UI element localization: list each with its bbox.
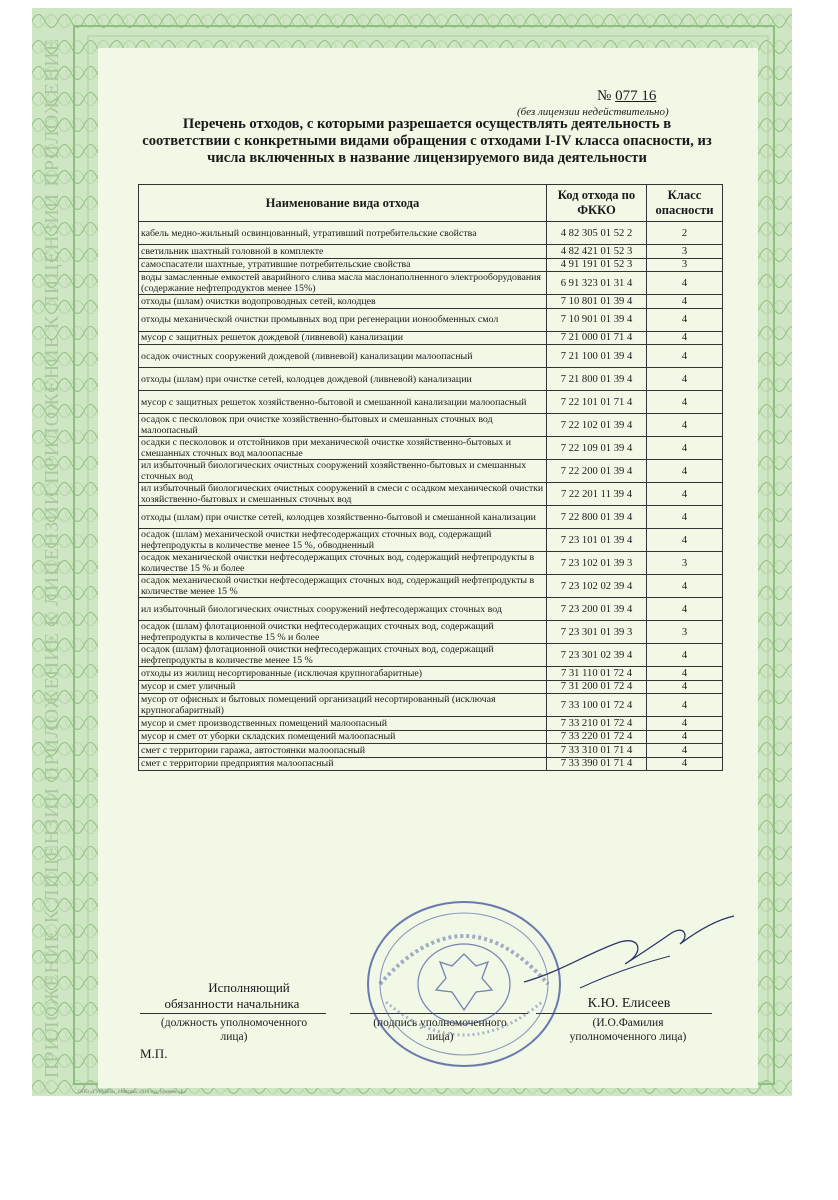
waste-name-cell: смет с территории предприятия малоопасный: [139, 757, 547, 771]
table-row: [139, 694, 723, 717]
table-row: [139, 295, 723, 309]
number-value: 077 16: [615, 88, 657, 104]
position-caption: (должность уполномоченного лица): [160, 1017, 308, 1043]
fkko-code-cell: 7 23 101 01 39 4: [547, 529, 647, 552]
waste-name-cell: осадок механической очистки нефтесодержащих сточных вод, содержащий нефтепродукты в количестве менее 15 %: [139, 575, 547, 598]
table-row: [139, 506, 723, 529]
waste-name-cell: осадок очистных сооружений дождевой (ливневой) канализации малоопасный: [139, 345, 547, 368]
hazard-class-cell: 4: [647, 717, 723, 731]
hazard-class-cell: 4: [647, 295, 723, 309]
table-row: [139, 414, 723, 437]
fkko-code-cell: 7 22 101 01 71 4: [547, 391, 647, 414]
number-sign: №: [597, 88, 612, 104]
table-row: [139, 621, 723, 644]
fkko-code-cell: 7 22 200 01 39 4: [547, 460, 647, 483]
fkko-code-cell: 7 33 390 01 71 4: [547, 757, 647, 771]
waste-name-cell: отходы (шлам) при очистке сетей, колодцев хозяйственно-бытовой и смешанной канализации: [139, 506, 547, 529]
waste-name-cell: осадок (шлам) механической очистки нефтесодержащих сточных вод, содержащий нефтепродукты в количестве менее 15 %, обводненный: [139, 529, 547, 552]
fkko-code-cell: 7 22 102 01 39 4: [547, 414, 647, 437]
waste-name-cell: осадок механической очистки нефтесодержащих сточных вод, содержащий нефтепродукты в количестве 15 % и более: [139, 552, 547, 575]
hazard-class-cell: 4: [647, 667, 723, 681]
printer-imprint: ООО «ГУРМЕН», г.Москва, 2016 год, уровень «Б»: [78, 1090, 186, 1095]
fkko-code-cell: 7 21 800 01 39 4: [547, 368, 647, 391]
waste-name-cell: мусор от офисных и бытовых помещений организаций несортированный (исключая крупногабаритный): [139, 694, 547, 717]
table-row: [139, 730, 723, 744]
hazard-class-cell: 4: [647, 757, 723, 771]
waste-name-cell: воды замасленные емкостей аварийного слива масла маслонаполненного электрооборудования (содержание нефтепродуктов менее 15%): [139, 272, 547, 295]
table-row: [139, 757, 723, 771]
hazard-class-cell: 4: [647, 506, 723, 529]
waste-table: [138, 184, 723, 771]
hazard-class-cell: 4: [647, 331, 723, 345]
waste-name-cell: мусор и смет от уборки складских помещений малоопасный: [139, 730, 547, 744]
fkko-code-cell: 7 10 901 01 39 4: [547, 308, 647, 331]
hazard-class-cell: 4: [647, 598, 723, 621]
hazard-class-cell: 4: [647, 483, 723, 506]
fkko-code-cell: 7 33 210 01 72 4: [547, 717, 647, 731]
waste-name-cell: мусор и смет производственных помещений малоопасный: [139, 717, 547, 731]
hazard-class-cell: 4: [647, 460, 723, 483]
fkko-code-cell: 7 23 102 02 39 4: [547, 575, 647, 598]
waste-name-cell: отходы (шлам) очистки водопроводных сетей, колодцев: [139, 295, 547, 309]
official-name: К.Ю. Елисеев: [587, 996, 671, 1011]
table-row: [139, 644, 723, 667]
hazard-class-cell: 4: [647, 680, 723, 694]
fkko-code-cell: 7 23 200 01 39 4: [547, 598, 647, 621]
fkko-code-cell: 7 23 301 01 39 3: [547, 621, 647, 644]
fkko-code-cell: 7 21 000 01 71 4: [547, 331, 647, 345]
waste-name-cell: мусор и смет уличный: [139, 680, 547, 694]
waste-name-cell: смет с территории гаража, автостоянки малоопасный: [139, 744, 547, 758]
table-row: [139, 717, 723, 731]
document-number: [597, 88, 656, 105]
table-row: [139, 483, 723, 506]
table-row: [139, 391, 723, 414]
page-title: Перечень отходов, с которыми разрешается осуществлять деятельность в соответствии с конкретными видами обращения с отходами I-IV класса опасности, из числа включенных в название лицензируемого вида деятельности: [142, 116, 712, 166]
hazard-class-cell: 4: [647, 694, 723, 717]
table-row: [139, 331, 723, 345]
hazard-class-cell: 4: [647, 437, 723, 460]
waste-name-cell: отходы механической очистки промывных вод при регенерации ионообменных смол: [139, 308, 547, 331]
table-header-row: [139, 185, 723, 222]
hazard-class-cell: 4: [647, 575, 723, 598]
table-row: [139, 245, 723, 259]
table-row: [139, 667, 723, 681]
waste-name-cell: мусор с защитных решеток дождевой (ливневой) канализации: [139, 331, 547, 345]
waste-name-cell: самоспасатели шахтные, утратившие потребительские свойства: [139, 258, 547, 272]
signature-caption: (подпись уполномоченного лица): [373, 1017, 507, 1043]
header-name: Наименование вида отхода: [139, 185, 547, 222]
table-row: [139, 222, 723, 245]
waste-name-cell: осадок (шлам) флотационной очистки нефтесодержащих сточных вод, содержащий нефтепродукты в количестве 15 % и более: [139, 621, 547, 644]
table-row: [139, 460, 723, 483]
hazard-class-cell: 4: [647, 272, 723, 295]
fkko-code-cell: 7 31 200 01 72 4: [547, 680, 647, 694]
hazard-class-cell: 4: [647, 345, 723, 368]
side-watermark-text: ПРИЛОЖЕНИЕ К ЛИЦЕНЗИИ ПРИЛОЖЕНИЕ К ЛИЦЕНЗИИ ПРИЛОЖЕНИЕ К ЛИЦЕНЗИИ ПРИЛОЖЕНИЕ: [41, 37, 63, 1079]
waste-name-cell: осадок (шлам) флотационной очистки нефтесодержащих сточных вод, содержащий нефтепродукты в количестве менее 15 %: [139, 644, 547, 667]
table-row: [139, 744, 723, 758]
position-line1: Исполняющий: [208, 980, 290, 995]
fkko-code-cell: 7 23 301 02 39 4: [547, 644, 647, 667]
hazard-class-cell: 2: [647, 222, 723, 245]
position-underline: [140, 1013, 326, 1014]
table-row: [139, 552, 723, 575]
fkko-code-cell: 4 82 421 01 52 3: [547, 245, 647, 259]
hazard-class-cell: 4: [647, 744, 723, 758]
hazard-class-cell: 4: [647, 391, 723, 414]
hazard-class-cell: 4: [647, 414, 723, 437]
waste-name-cell: отходы из жилищ несортированные (исключая крупногабаритные): [139, 667, 547, 681]
handwritten-signature: [520, 912, 740, 996]
hazard-class-cell: 4: [647, 644, 723, 667]
table-row: [139, 437, 723, 460]
waste-name-cell: осадок с песколовок при очистке хозяйственно-бытовых и смешанных сточных вод малоопасный: [139, 414, 547, 437]
fkko-code-cell: 7 33 100 01 72 4: [547, 694, 647, 717]
header-class: Класс опасности: [647, 185, 723, 222]
fkko-code-cell: 7 23 102 01 39 3: [547, 552, 647, 575]
table-row: [139, 598, 723, 621]
position-line2: обязанности начальника: [164, 996, 300, 1011]
table-row: [139, 368, 723, 391]
waste-name-cell: кабель медно-жильный освинцованный, утративший потребительские свойства: [139, 222, 547, 245]
hazard-class-cell: 3: [647, 552, 723, 575]
hazard-class-cell: 4: [647, 308, 723, 331]
validity-note: (без лицензии недействительно): [517, 106, 669, 118]
table-row: [139, 529, 723, 552]
fkko-code-cell: 7 22 109 01 39 4: [547, 437, 647, 460]
fkko-code-cell: 7 21 100 01 39 4: [547, 345, 647, 368]
fkko-code-cell: 7 22 201 11 39 4: [547, 483, 647, 506]
waste-name-cell: отходы (шлам) при очистке сетей, колодцев дождевой (ливневой) канализации: [139, 368, 547, 391]
hazard-class-cell: 4: [647, 529, 723, 552]
table-row: [139, 308, 723, 331]
waste-name-cell: мусор с защитных решеток хозяйственно-бытовой и смешанной канализации малоопасный: [139, 391, 547, 414]
waste-name-cell: светильник шахтный головной в комплекте: [139, 245, 547, 259]
fkko-code-cell: 7 33 310 01 71 4: [547, 744, 647, 758]
fkko-code-cell: 4 91 191 01 52 3: [547, 258, 647, 272]
hazard-class-cell: 3: [647, 258, 723, 272]
hazard-class-cell: 4: [647, 730, 723, 744]
table-row: [139, 680, 723, 694]
hazard-class-cell: 3: [647, 245, 723, 259]
waste-name-cell: ил избыточный биологических очистных сооружений хозяйственно-бытовых и смешанных сточных вод: [139, 460, 547, 483]
hazard-class-cell: 3: [647, 621, 723, 644]
seal-place-label: М.П.: [140, 1046, 168, 1061]
waste-name-cell: ил избыточный биологических очистных сооружений в смеси с осадком механической очистки хозяйственно-бытовых и смешанных сточных вод: [139, 483, 547, 506]
hazard-class-cell: 4: [647, 368, 723, 391]
table-row: [139, 272, 723, 295]
table-row: [139, 258, 723, 272]
waste-name-cell: ил избыточный биологических очистных сооружений нефтесодержащих сточных вод: [139, 598, 547, 621]
header-code: Код отхода по ФККО: [547, 185, 647, 222]
fkko-code-cell: 7 10 801 01 39 4: [547, 295, 647, 309]
fkko-code-cell: 7 22 800 01 39 4: [547, 506, 647, 529]
waste-name-cell: осадки с песколовок и отстойников при механической очистке хозяйственно-бытовых и смешанных сточных вод малоопасные: [139, 437, 547, 460]
fkko-code-cell: 6 91 323 01 31 4: [547, 272, 647, 295]
fkko-code-cell: 7 33 220 01 72 4: [547, 730, 647, 744]
table-row: [139, 345, 723, 368]
fkko-code-cell: 4 82 305 01 52 2: [547, 222, 647, 245]
fkko-code-cell: 7 31 110 01 72 4: [547, 667, 647, 681]
name-caption: (И.О.Фамилия уполномоченного лица): [569, 1017, 687, 1043]
table-row: [139, 575, 723, 598]
